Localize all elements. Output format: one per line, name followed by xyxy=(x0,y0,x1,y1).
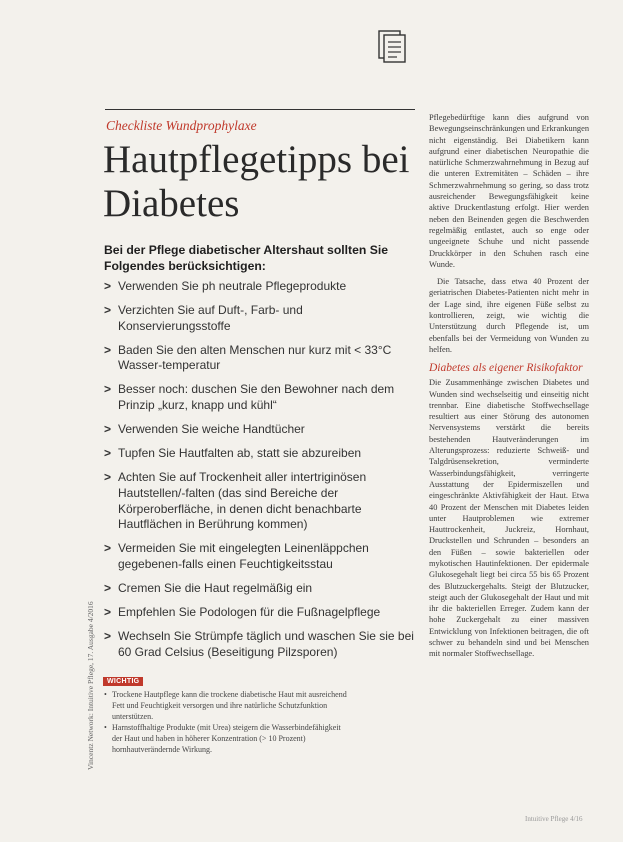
paragraph: Pflegebedürftige kann dies aufgrund von Bewegungseinschränkungen und Erkrankungen nicht eigenständig. Bei Diabetikern kann aufgrund einer diabetischen Neuropathie die natürliche Schmerzwahrnehmung in Bezug auf die unteren Extremitäten – Schäden – ihre Schmerzwahrnehmung so gering, so dass trotz ausreichender Bewegungsfähigkeit keine aktive Druckentlastung erfolgt. Hier werden neben den Beinenden gegen die Beschwerden regelmäßig entlastet, auch so enge oder ungeeignete Schuhe und nicht passende Druckkörper in den Schuhen rasch eine Wunde. xyxy=(429,113,590,269)
kicker: Checkliste Wundprophylaxe xyxy=(106,118,257,133)
wichtig-badge: WICHTIG xyxy=(103,677,143,686)
list-item: > Verwenden Sie weiche Handtücher xyxy=(104,422,305,437)
side-caption: Vincentz Network: Intuitive Pflege, 17. Ausgabe 4/2016 xyxy=(86,601,95,770)
bullet-arrow: > xyxy=(104,629,112,644)
article-column xyxy=(429,112,589,666)
bullet-arrow: > xyxy=(104,470,112,485)
list-item: • Harnstoffhaltige Produkte (mit Urea) steigern die Wasserbindefähigkeit der Haut und haben in höherer Konzentration (> 10 Prozent) hornhautverändernde Wirkung. xyxy=(104,723,349,755)
list-item: > Cremen Sie die Haut regelmäßig ein xyxy=(104,580,313,595)
bullet-arrow: > xyxy=(104,446,112,461)
list-item: > Besser noch: duschen Sie den Bewohner nach dem Prinzip „kurz, knapp und kühl“ xyxy=(104,382,395,413)
list-item: > Verwenden Sie ph neutrale Pflegeprodukte xyxy=(104,279,347,293)
checklist xyxy=(104,279,416,669)
page-footer: Intuitive Pflege 4/16 xyxy=(525,815,583,823)
bullet-arrow: > xyxy=(104,342,112,357)
list-item: • Trockene Hautpflege kann die trockene diabetische Haut mit ausreichend Fett und Feuchtigkeit versorgen und ihre natürliche Schutzfunktion unterstützen. xyxy=(104,690,349,722)
bullet-arrow: > xyxy=(104,605,112,619)
bullet-arrow: > xyxy=(104,541,112,556)
paragraph: Die Zusammenhänge zwischen Diabetes und Wunden sind wechselseitig und einseitig nicht trennbar. Eine diabetische Stoffwechsellage resultiert aus einer Störung des autonomen Nervensystems verstärkt die bereits bestehenden Hautveränderungen im Alterungsprozess: reduzierte Schweiß- und Talgdrüsensekretion, verminderte Wasserbindungsfähigkeit, verringerte Ausstattung der Epidermiszellen und eingeschränkte Aktivfähigkeit der Haut. Etwa 40 Prozent der Menschen mit Diabetes leiden unter Hautproblemen wie extremer Hauttrockenheit, Juckreiz, Hornhaut, Druckstellen und Schrunden – besonders an den Füßen – sowie bakteriellen oder mykotischen Hautinfektionen. Der epidermale Glukosegehalt liegt bei circa 55 bis 65 Prozent des Blutzuckergehalts. Steigt der Blutzucker, steigt auch der Glukosegehalt der Haut und mit ihr die bakteriellen Erreger. Zudem kann der hohe Zuckergehalt zu einer massiven Entwicklung von Infektionen beitragen, die oft schwer zu behandeln sind und bei Menschen mit normaler Stoffwechsellage. xyxy=(429,378,589,659)
bullet-arrow: > xyxy=(104,580,112,595)
list-item: > Baden Sie den alten Menschen nur kurz mit < 33°C Wasser-temperatur xyxy=(104,342,392,373)
checklist-intro: Bei der Pflege diabetischer Altershaut sollten Sie Folgendes berücksichtigen: xyxy=(104,243,389,273)
list-item: > Tupfen Sie Hautfalten ab, statt sie abzureiben xyxy=(104,446,362,461)
bullet-arrow: > xyxy=(104,382,112,397)
list-item: > Verzichten Sie auf Duft-, Farb- und Konservierungsstoffe xyxy=(104,303,303,333)
bullet-arrow: > xyxy=(104,279,112,293)
document-icon xyxy=(378,30,408,64)
bullet-arrow: > xyxy=(104,422,112,437)
section-heading: Diabetes als eigener Risikofaktor xyxy=(429,362,583,375)
header-rule xyxy=(105,109,415,110)
list-item: > Wechseln Sie Strümpfe täglich und waschen Sie sie bei 60 Grad Celsius (Beseitigung Pilzsporen) xyxy=(104,629,414,659)
bullet-arrow: > xyxy=(104,303,112,318)
paragraph: Die Tatsache, dass etwa 40 Prozent der geriatrischen Diabetes-Patienten nicht mehr in der Lage sind, ihre eigenen Füße selbst zu kontrollieren, zeigt, wie wichtig die Unterstützung durch Pflegende ist, um ebenfalls bei der Vermeidung von Wunden zu helfen. xyxy=(429,277,589,354)
wichtig-list xyxy=(104,690,349,757)
list-item: > Empfehlen Sie Podologen für die Fußnagelpflege xyxy=(104,605,381,619)
page-title: Hautpflegetipps bei Diabetes xyxy=(103,138,410,225)
list-item: > Vermeiden Sie mit eingelegten Leinenläppchen gegebenen-falls einen Feuchtigkeitsstau xyxy=(104,541,369,571)
list-item: > Achten Sie auf Trockenheit aller intertriginösen Hautstellen/-falten (das sind Bereiche der Körperoberfläche, in denen dicht benachbarte Hautflächen in Berührung kommen) xyxy=(104,470,367,532)
